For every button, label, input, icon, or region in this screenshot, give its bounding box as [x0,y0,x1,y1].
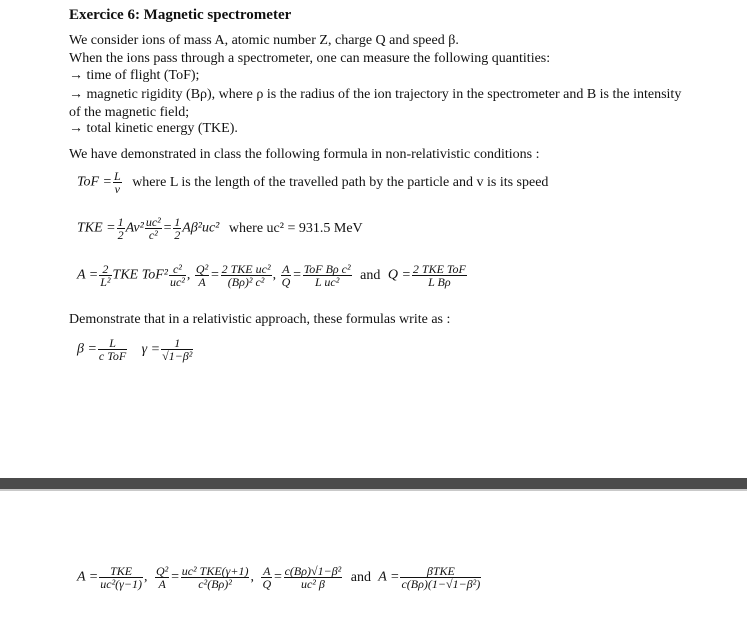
tke-note: where uc² = 931.5 MeV [228,220,363,236]
class-formula-line: We have demonstrated in class the following formula in non-relativistic conditions : [69,147,540,162]
tof-formula: ToF = $\frac{L}{v}$ where L is the length of the travelled path by the particle and v is its speed [77,169,549,196]
demonstrate-line: Demonstrate that in a relativistic approach, these formulas write as : [69,312,451,327]
tke-formula: TKE = $\frac{1}{2}$ Av² $\frac{\text{uc²}}{\text{c²}}$ = $\frac{1}{2}$ Aβ²uc² where uc² = 931.5 MeV [77,215,363,242]
nonrel-formulas: A = $\frac{2}{\text{L²}}$ TKE ToF² $\frac{\text{c²}}{\text{uc²}}$ , $\frac{\text{Q²}}{A}$ = $\frac{\text{2 TKE uc²}}{\text{(Bρ)² c²}}$ , $\frac{A}{Q}$ = $\frac{\text{ToF Bρ c²}}{\text{L uc²}}$ and Q = $\frac{\text{2 TKE ToF}}{\text{L Bρ}}$ [77,262,466,289]
measure-intro: When the ions pass through a spectrometer, one can measure the following quantities: [69,51,551,66]
page-separator [0,478,747,489]
result-formulas-page [0,491,747,623]
exercise-title: Exercice 6: Magnetic spectrometer [69,7,292,23]
beta-gamma-formulas: β = $\frac{L}{\text{c ToF}}$ γ = $\frac{1}{\text{√1−β²}}$ [77,336,193,363]
bullet-tke: → total kinetic energy (TKE). [69,121,238,136]
tof-note: where L is the length of the travelled path by the particle and v is its speed [132,174,549,190]
relativistic-formulas: A = $\frac{\text{TKE}}{\text{uc²(γ−1)}}$ , $\frac{\text{Q²}}{A}$ = $\frac{\text{uc² TKE(γ+1)}}{\text{c²(Bρ)²}}$ , $\frac{A}{Q}$ = $\frac{\text{c(Bρ)√1−β²}}{\text{uc² β}}$ and A = $\frac{\text{βTKE}}{\text{c(Bρ)(1−√1−β²)}}$ [77,564,481,591]
bullet-tof: → time of flight (ToF); [69,68,200,83]
intro-line: We consider ions of mass A, atomic number Z, charge Q and speed β. [69,33,459,48]
bullet-brho: → magnetic rigidity (Bρ), where ρ is the radius of the ion trajectory in the spectrometer and B is the intensity of the magnetic field; [69,87,682,120]
